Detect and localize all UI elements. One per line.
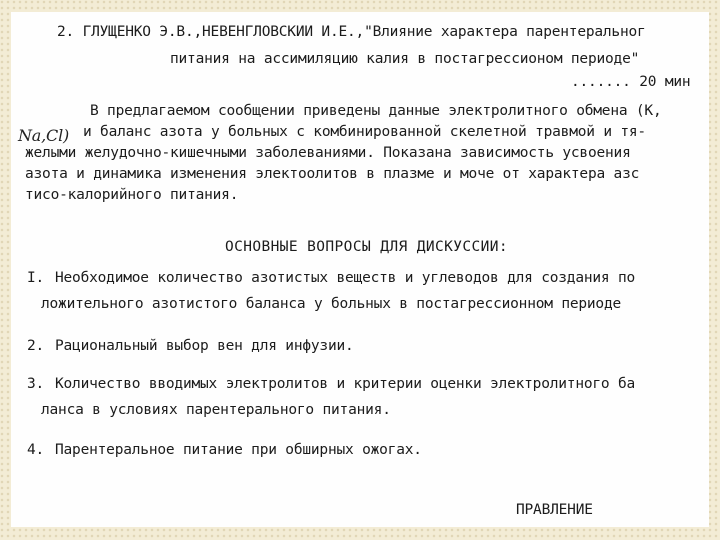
question-3-number: 3. bbox=[27, 376, 45, 392]
question-1-line-2: ложительного азотистого баланса у больных в постагрессионном периоде bbox=[41, 296, 622, 312]
abstract-line-4: азота и динамика изменения электоолитов в плазме и моче от характера азс bbox=[25, 166, 640, 182]
abstract-line-2: и баланс азота у больных с комбинированной скелетной травмой и тя- bbox=[83, 124, 646, 140]
header-line-1: 2. ГЛУЩЕНКО Э.В.,НЕВЕНГЛОВСКИИ И.Е.,"Влияние характера парентеральног bbox=[57, 24, 646, 40]
document-text bbox=[11, 12, 709, 527]
question-2-number: 2. bbox=[27, 338, 45, 354]
abstract-line-3: желыми желудочно-кишечными заболеваниями. Показана зависимость усвоения bbox=[25, 145, 631, 161]
handwritten-margin-note: Na,Cl) bbox=[18, 126, 70, 145]
question-4-line-1: Парентеральное питание при обширных ожогах. bbox=[55, 442, 422, 458]
question-2-line-1: Рациональный выбор вен для инфузии. bbox=[55, 338, 354, 354]
talk-duration: ....... 20 мин bbox=[571, 74, 691, 90]
document-sheet bbox=[11, 12, 709, 527]
question-3-line-2: ланса в условиях парентерального питания. bbox=[41, 402, 391, 418]
signature: ПРАВЛЕНИЕ bbox=[516, 502, 593, 518]
question-1-number: I. bbox=[27, 270, 45, 286]
abstract-line-1: В предлагаемом сообщении приведены данные электролитного обмена (К, bbox=[90, 103, 662, 119]
question-1-line-1: Необходимое количество азотистых веществ и углеводов для создания по bbox=[55, 270, 636, 286]
abstract-line-5: тисо-калорийного питания. bbox=[25, 187, 239, 203]
section-title: ОСНОВНЫЕ ВОПРОСЫ ДЛЯ ДИСКУССИИ: bbox=[225, 239, 509, 255]
header-line-2: питания на ассимиляцию калия в постагрессионом периоде" bbox=[170, 51, 640, 67]
question-3-line-1: Количество вводимых электролитов и критерии оценки электролитного ба bbox=[55, 376, 636, 392]
question-4-number: 4. bbox=[27, 442, 45, 458]
